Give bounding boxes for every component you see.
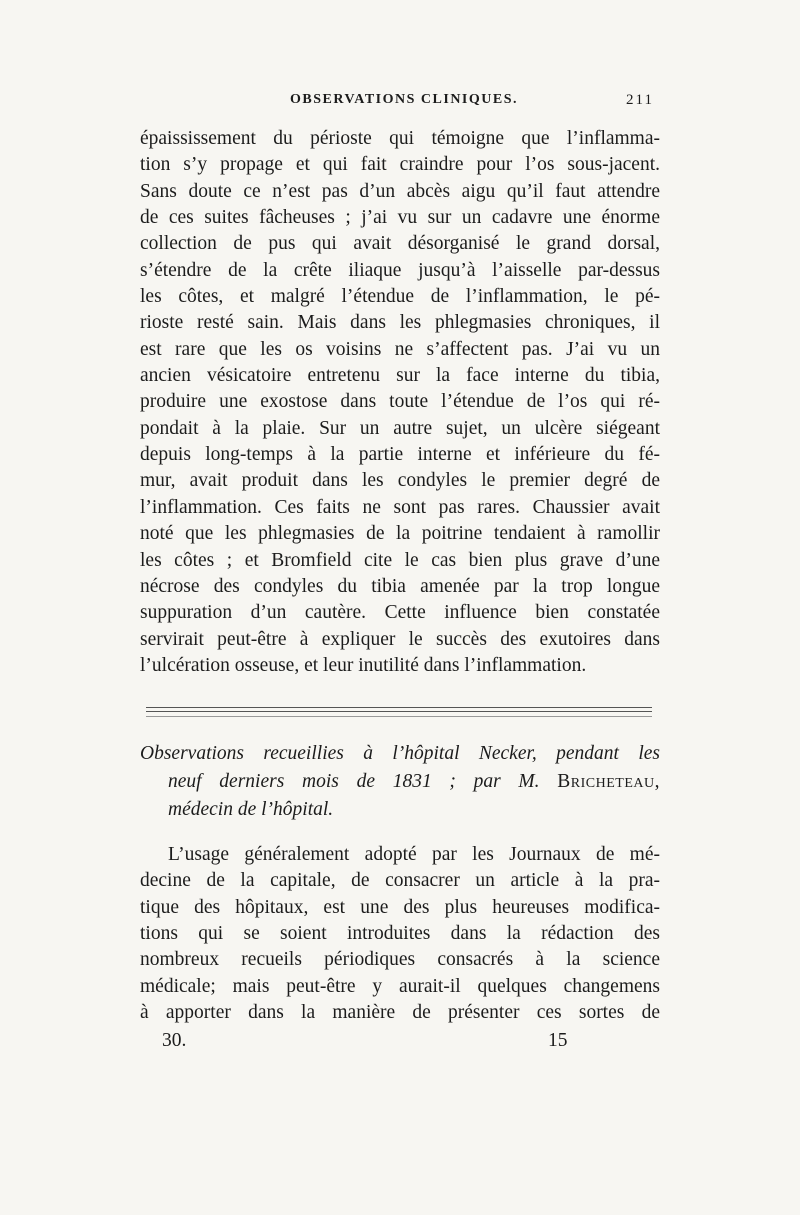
signature-mark: 30. bbox=[162, 1030, 187, 1051]
page-footer bbox=[140, 1030, 660, 1056]
text-line: l’inflammation. Ces faits ne sont pas rares. Chaussier avait bbox=[140, 496, 660, 518]
running-title: OBSERVATIONS CLINIQUES. bbox=[290, 92, 518, 107]
text-line: collection de pus qui avait désorganisé le grand dorsal, bbox=[140, 233, 660, 255]
text-line: servirait peut-être à expliquer le succès des exutoires dans bbox=[140, 628, 660, 650]
heading-line: Observations recueillies à l’hôpital Necker, pendant les bbox=[140, 743, 660, 764]
text-line: les côtes, et malgré l’étendue de l’inflammation, le pé- bbox=[140, 286, 660, 308]
text-line: mur, avait produit dans les condyles le premier degré de bbox=[140, 470, 660, 492]
text-line: produire une exostose dans toute l’étendue de l’os qui ré- bbox=[140, 391, 660, 413]
text-line: tion s’y propage et qui fait craindre pour l’os sous-jacent. bbox=[140, 154, 660, 176]
section-divider bbox=[140, 703, 660, 721]
text-line: depuis long-temps à la partie interne et inférieure du fé- bbox=[140, 444, 660, 466]
text-line: médicale; mais peut-être y aurait-il quelques changemens bbox=[140, 975, 660, 997]
text-line: à apporter dans la manière de présenter ces sortes de bbox=[140, 1002, 660, 1024]
text-line: de ces suites fâcheuses ; j’ai vu sur un cadavre une énorme bbox=[140, 207, 660, 229]
heading-line: médecin de l’hôpital. bbox=[168, 799, 334, 820]
heading-line bbox=[140, 768, 660, 796]
heading-author: Bricheteau, bbox=[557, 771, 660, 792]
divider-rule bbox=[146, 716, 652, 717]
text-line: noté que les phlegmasies de la poitrine tendaient à ramollir bbox=[140, 523, 660, 545]
text-line: est rare que les os voisins ne s’affectent pas. J’ai vu un bbox=[140, 338, 660, 360]
text-line: decine de la capitale, de consacrer un article à la pra- bbox=[140, 870, 660, 892]
divider-rule bbox=[146, 711, 652, 712]
text-line: épaississement du périoste qui témoigne que l’inflamma- bbox=[140, 128, 660, 149]
divider-rule bbox=[146, 707, 652, 708]
page-number: 211 bbox=[626, 92, 654, 108]
sheet-number: 15 bbox=[548, 1030, 568, 1051]
section-paragraph bbox=[140, 842, 660, 1026]
text-line: ancien vésicatoire entretenu sur la face interne du tibia, bbox=[140, 365, 660, 387]
text-line: les côtes ; et Bromfield cite le cas bien plus grave d’une bbox=[140, 549, 660, 571]
text-line: suppuration d’un cautère. Cette influence bien constatée bbox=[140, 602, 660, 624]
text-line: tique des hôpitaux, est une des plus heureuses modifica- bbox=[140, 896, 660, 918]
text-line: L’usage généralement adopté par les Journaux de mé- bbox=[168, 844, 660, 865]
text-line: pondait à la plaie. Sur un autre sujet, un ulcère siégeant bbox=[140, 417, 660, 439]
text-line: s’étendre de la crête iliaque jusqu’à l’aisselle par-dessus bbox=[140, 259, 660, 281]
text-line: rioste resté sain. Mais dans les phlegmasies chroniques, il bbox=[140, 312, 660, 334]
heading-line-text: neuf derniers mois de 1831 ; par M. bbox=[168, 771, 558, 792]
running-head bbox=[140, 92, 660, 116]
text-line: nombreux recueils périodiques consacrés à la science bbox=[140, 949, 660, 971]
text-line: tions qui se soient introduites dans la rédaction des bbox=[140, 923, 660, 945]
text-line: nécrose des condyles du tibia amenée par la trop longue bbox=[140, 575, 660, 597]
section-heading bbox=[140, 740, 660, 824]
body-paragraph bbox=[140, 126, 660, 679]
text-line: l’ulcération osseuse, et leur inutilité dans l’inflammation. bbox=[140, 654, 587, 676]
text-line: Sans doute ce n’est pas d’un abcès aigu qu’il faut attendre bbox=[140, 180, 660, 202]
